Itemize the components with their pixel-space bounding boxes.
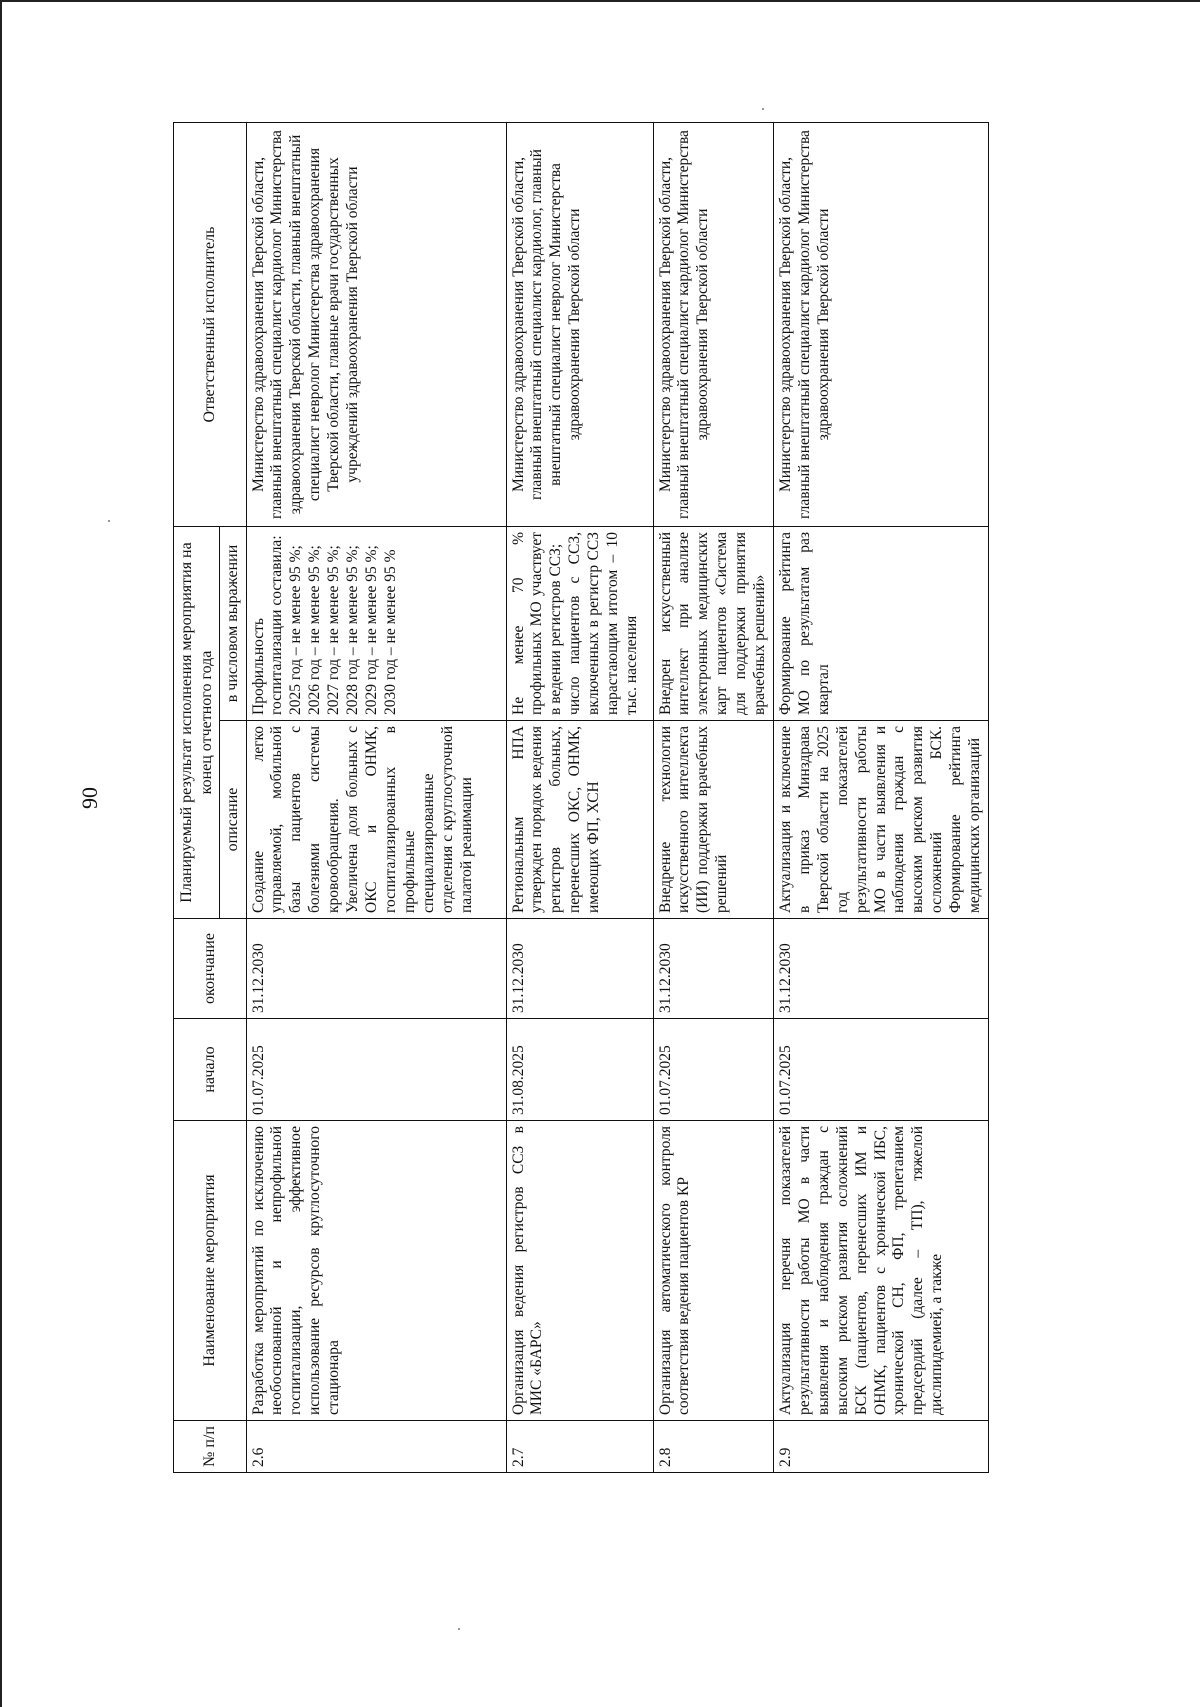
row-description: Внедрение технологии искусственного интеллекта (ИИ) поддержки врачебных решений: [653, 721, 773, 919]
row-num: 2.9: [773, 1421, 988, 1473]
numeric-line: число пациентов с ССЗ, включенных в регистр ССЗ нарастающим итогом – 10 тыс. населения: [566, 532, 640, 715]
scan-edge-left: [0, 0, 2, 1707]
header-start: начало: [174, 1019, 247, 1121]
header-name: Наименование мероприятия: [174, 1121, 247, 1421]
row-numeric: [506, 527, 653, 721]
row-num: 2.8: [653, 1421, 773, 1473]
table-row: [773, 123, 988, 1473]
numeric-line: 2030 год – не менее 95 %: [381, 549, 399, 715]
row-name: Актуализация перечня показателей результативности работы МО в части выявления и наблюдения граждан с высоким риском развития осложнений БСК (пациентов, перенесших ИМ и ОНМК, пациентов с хронической ИБС, хронической СН, ФП, трепетанием предсердий (далее – ТП), тяжелой дислипидемией, а также: [773, 1121, 988, 1421]
rotated-page: [77, 123, 1133, 1473]
header-numeric: в числовом выражении: [220, 527, 247, 721]
row-numeric: [246, 527, 506, 721]
row-description: Создание легко управляемой, мобильной базы пациентов с болезнями системы кровообращения. Увеличена доля больных с ОКС и ОНМК, госпитализированных в профильные специализированные отделения с круглосуточной палатой реанимации: [246, 721, 506, 919]
row-numeric: [653, 527, 773, 721]
row-name: Организация автоматического контроля соответствия ведения пациентов КР: [653, 1121, 773, 1421]
activity-plan-table: [173, 122, 989, 1473]
row-start: 01.07.2025: [653, 1019, 773, 1121]
row-num: 2.7: [506, 1421, 653, 1473]
row-num: 2.6: [246, 1421, 506, 1473]
numeric-line: 2029 год – не менее 95 %;: [362, 545, 380, 715]
row-responsible: Министерство здравоохранения Тверской области, главный внештатный специалист кардиолог Министерства здравоохранения Тверской области: [653, 123, 773, 527]
header-description: описание: [220, 721, 247, 919]
row-start: 31.08.2025: [506, 1019, 653, 1121]
row-end: 31.12.2030: [506, 919, 653, 1019]
row-name: Организация ведения регистров ССЗ в МИС «БАРС»: [506, 1121, 653, 1421]
page-number: 90: [77, 787, 102, 809]
numeric-line: Формирование рейтинга МО по результатам раз квартал: [776, 532, 832, 715]
header-end: окончание: [174, 919, 247, 1019]
row-end: 31.12.2030: [773, 919, 988, 1019]
row-responsible: Министерство здравоохранения Тверской области, главный внештатный специалист кардиолог Министерства здравоохранения Тверской области: [773, 123, 988, 527]
table-row: [506, 123, 653, 1473]
numeric-line: 2026 год – не менее 95 %;: [306, 545, 324, 715]
scan-speck: [458, 1628, 460, 1630]
row-responsible: Министерство здравоохранения Тверской области, главный внештатный специалист кардиолог Министерства здравоохранения Тверской области, главный внештатный специалист невролог Министерства здравоохранения Тверской области, главные врачи государственных учреждений здравоохранения Тверской области: [246, 123, 506, 527]
row-end: 31.12.2030: [653, 919, 773, 1019]
numeric-line: 2028 год – не менее 95 %;: [344, 545, 362, 715]
header-num: № п/п: [174, 1421, 247, 1473]
numeric-line: Внедрен искусственный интеллект при анализе электронных медицинских карт пациентов «Система для поддержки принятия врачебных решений»: [656, 532, 769, 715]
row-numeric: [773, 527, 988, 721]
row-responsible: Министерство здравоохранения Тверской области, главный внештатный специалист кардиолог, главный внештатный специалист невролог Министерства здравоохранения Тверской области: [506, 123, 653, 527]
numeric-line: Профильность госпитализации составила:: [249, 535, 286, 715]
numeric-line: Не менее 70 % профильных МО участвует в ведении регистров ССЗ;: [509, 532, 565, 715]
scan-speck: [762, 108, 764, 110]
header-responsible: Ответственный исполнитель: [174, 123, 247, 527]
table-row: [246, 123, 506, 1473]
header-result: Планируемый результат исполнения мероприятия на конец отчетного года: [174, 527, 220, 919]
scan-edge-top: [0, 0, 1200, 2]
row-start: 01.07.2025: [246, 1019, 506, 1121]
row-name: Разработка мероприятий по исключению необоснованной и непрофильной госпитализации, эффективное использование ресурсов круглосуточного стационара: [246, 1121, 506, 1421]
row-description: Региональным НПА утвержден порядок ведения регистров больных, перенесших ОКС, ОНМК, имеющих ФП, ХСН: [506, 721, 653, 919]
table-row: [653, 123, 773, 1473]
row-description: Актуализация и включение в приказ Минздрава Тверской области на 2025 год показателей результативности работы МО в части выявления и наблюдения граждан с высоким риском развития осложнений БСК. Формирование рейтинга медицинских организаций: [773, 721, 988, 919]
row-end: 31.12.2030: [246, 919, 506, 1019]
numeric-line: 2025 год – не менее 95 %;: [287, 545, 305, 715]
row-start: 01.07.2025: [773, 1019, 988, 1121]
scan-speck: [108, 520, 110, 522]
numeric-line: 2027 год – не менее 95 %;: [325, 545, 343, 715]
